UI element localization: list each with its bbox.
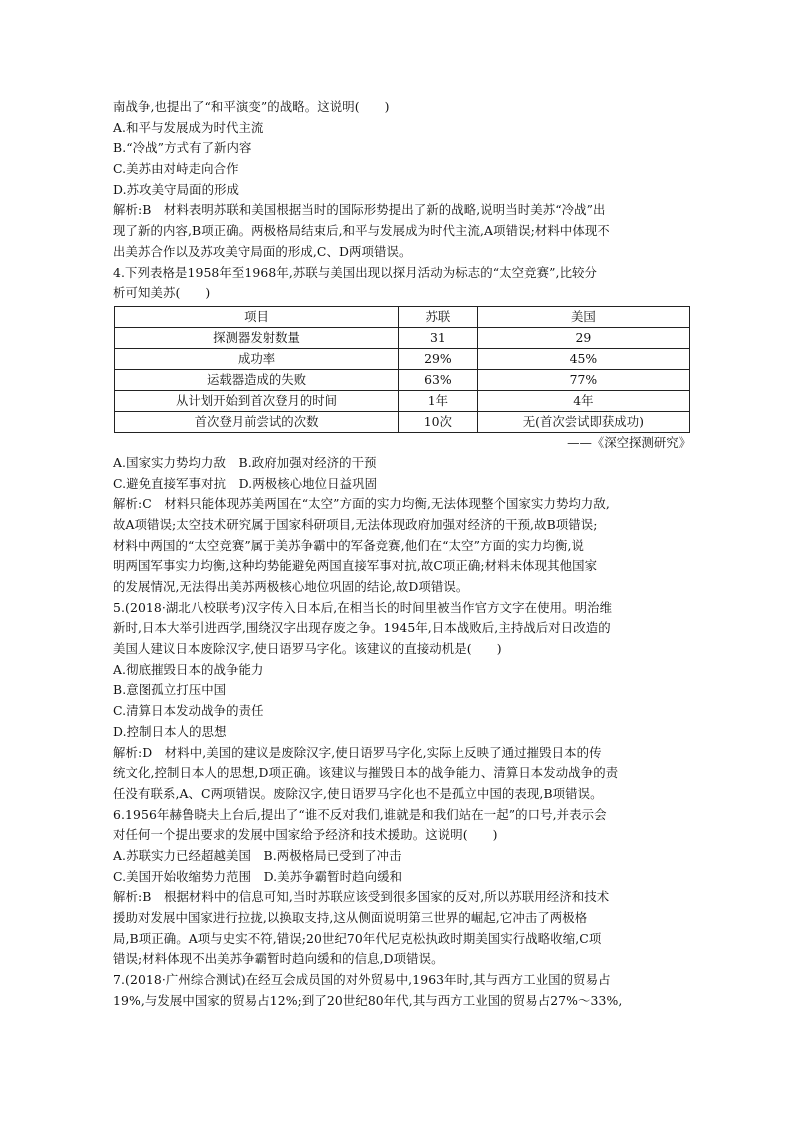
table-header-cell: 苏联 <box>399 306 478 327</box>
text-line: C.清算日本发动战争的责任 <box>113 703 264 719</box>
table-cell: 29 <box>477 327 689 348</box>
text-line: 解析:C 材料只能体现苏美两国在“太空”方面的实力均衡,无法体现整个国家实力势均力敌, <box>113 496 610 512</box>
text-line: 南战争,也提出了“和平演变”的战略。这说明( ) <box>113 99 390 114</box>
option-line: A.和平与发展成为时代主流 <box>113 119 264 135</box>
text-line: 解析:D 材料中,美国的建议是废除汉字,使日语罗马字化,实际上反映了通过摧毁日本的传 <box>113 744 602 760</box>
text-line: 6.1956年赫鲁晓夫上台后,提出了“谁不反对我们,谁就是和我们站在一起”的口号,并表示会 <box>113 806 607 822</box>
table-cell: 10次 <box>399 411 478 432</box>
text-line: 明两国军事实力均衡,这种均势能避免两国直接军事对抗,故C项正确;材料未体现其他国家 <box>113 558 598 574</box>
option-line: D.苏攻美守局面的形成 <box>113 181 240 197</box>
analysis-line: 出美苏合作以及苏攻美守局面的形成,C、D两项错误。 <box>113 243 412 259</box>
table-row <box>115 369 690 390</box>
table-cell: 探测器发射数量 <box>115 327 399 348</box>
text-line: 解析:B 根据材料中的信息可知,当时苏联应该受到很多国家的反对,所以苏联用经济和技术 <box>113 889 610 905</box>
table-cell: 1年 <box>399 390 478 411</box>
text-line: A.彻底摧毁日本的战争能力 <box>113 661 264 677</box>
text-block-bottom <box>113 453 693 1012</box>
analysis-line: 现了新的内容,B项正确。两极格局结束后,和平与发展成为时代主流,A项错误;材料中体现不 <box>113 223 610 239</box>
text-line: 故A项错误;太空技术研究属于国家科研项目,无法体现政府加强对经济的干预,故B项错误; <box>113 516 598 532</box>
text-line: B.意图孤立打压中国 <box>113 682 227 698</box>
table-cell: 31 <box>399 327 478 348</box>
table-cell: 首次登月前尝试的次数 <box>115 411 399 432</box>
text-line: 材料中两国的“太空竞赛”属于美苏争霸中的军备竞赛,他们在“太空”方面的实力均衡,说 <box>113 537 584 553</box>
text-line: 统文化,控制日本人的思想,D项正确。该建议与摧毁日本的战争能力、清算日本发动战争的责 <box>113 765 619 781</box>
table-cell: 运载器造成的失败 <box>115 369 399 390</box>
table-cell: 成功率 <box>115 348 399 369</box>
text-line: D.控制日本人的思想 <box>113 723 227 739</box>
text-line: C.避免直接军事对抗 D.两极核心地位日益巩固 <box>113 475 378 491</box>
text-line: 错误;材料体现不出美苏争霸暂时趋向缓和的信息,D项错误。 <box>113 951 444 967</box>
text-block-top <box>113 97 693 304</box>
table-cell: 4年 <box>477 390 689 411</box>
question-line: 4.下列表格是1958年至1968年,苏联与美国出现以探月活动为标志的“太空竞赛”,比较分 <box>113 264 598 280</box>
text-line: A.苏联实力已经超越美国 B.两极格局已受到了冲击 <box>113 847 402 863</box>
option-line: B.“冷战”方式有了新内容 <box>113 140 252 156</box>
table-header-row <box>115 306 690 327</box>
table-cell: 77% <box>477 369 689 390</box>
table-source: ——《深空探测研究》 <box>567 434 691 450</box>
table-row <box>115 327 690 348</box>
table-cell: 无(首次尝试即获成功) <box>477 411 689 432</box>
table-cell: 从计划开始到首次登月的时间 <box>115 390 399 411</box>
document-page <box>113 97 693 1011</box>
text-line: C.美国开始收缩势力范围 D.美苏争霸暂时趋向缓和 <box>113 868 403 884</box>
table-cell: 45% <box>477 348 689 369</box>
table-row <box>115 348 690 369</box>
table-header-cell: 美国 <box>477 306 689 327</box>
table-row <box>115 411 690 432</box>
text-line: 援助对发展中国家进行拉拢,以换取支持,这从侧面说明第三世界的崛起,它冲击了两极格 <box>113 910 588 925</box>
table-cell: 29% <box>399 348 478 369</box>
text-line: 任没有联系,A、C两项错误。废除汉字,使日语罗马字化也不是孤立中国的表现,B项错误。 <box>113 785 603 801</box>
question-line: 析可知美苏( ) <box>113 285 211 301</box>
analysis-line: 解析:B 材料表明苏联和美国根据当时的国际形势提出了新的战略,说明当时美苏“冷战”出 <box>113 202 606 218</box>
table-row <box>115 390 690 411</box>
text-line: 7.(2018·广州综合测试)在经互会成员国的对外贸易中,1963年时,其与西方工业国的贸易占 <box>113 972 611 988</box>
option-line: C.美苏由对峙走向合作 <box>113 161 239 177</box>
comparison-table <box>114 306 690 433</box>
text-line: 19%,与发展中国家的贸易占12%;到了20世纪80年代,其与西方工业国的贸易占27%～33%, <box>113 992 623 1008</box>
text-line: 美国人建议日本废除汉字,使日语罗马字化。该建议的直接动机是( ) <box>113 641 502 657</box>
text-line: 5.(2018·湖北八校联考)汉字传入日本后,在相当长的时间里被当作官方文字在使用。明治维 <box>113 599 613 615</box>
table-cell: 63% <box>399 369 478 390</box>
text-line: 局,B项正确。A项与史实不符,错误;20世纪70年代尼克松执政时期美国实行战略收缩,C项 <box>113 930 602 946</box>
table-header-cell: 项目 <box>115 306 399 327</box>
text-line: 的发展情况,无法得出美苏两极核心地位巩固的结论,故D项错误。 <box>113 579 469 594</box>
text-line: A.国家实力势均力敌 B.政府加强对经济的干预 <box>113 454 377 470</box>
text-line: 新时,日本大举引进西学,围绕汉字出现存废之争。1945年,日本战败后,主持战后对日改造的 <box>113 620 611 636</box>
text-line: 对任何一个提出要求的发展中国家给予经济和技术援助。这说明( ) <box>113 827 498 843</box>
